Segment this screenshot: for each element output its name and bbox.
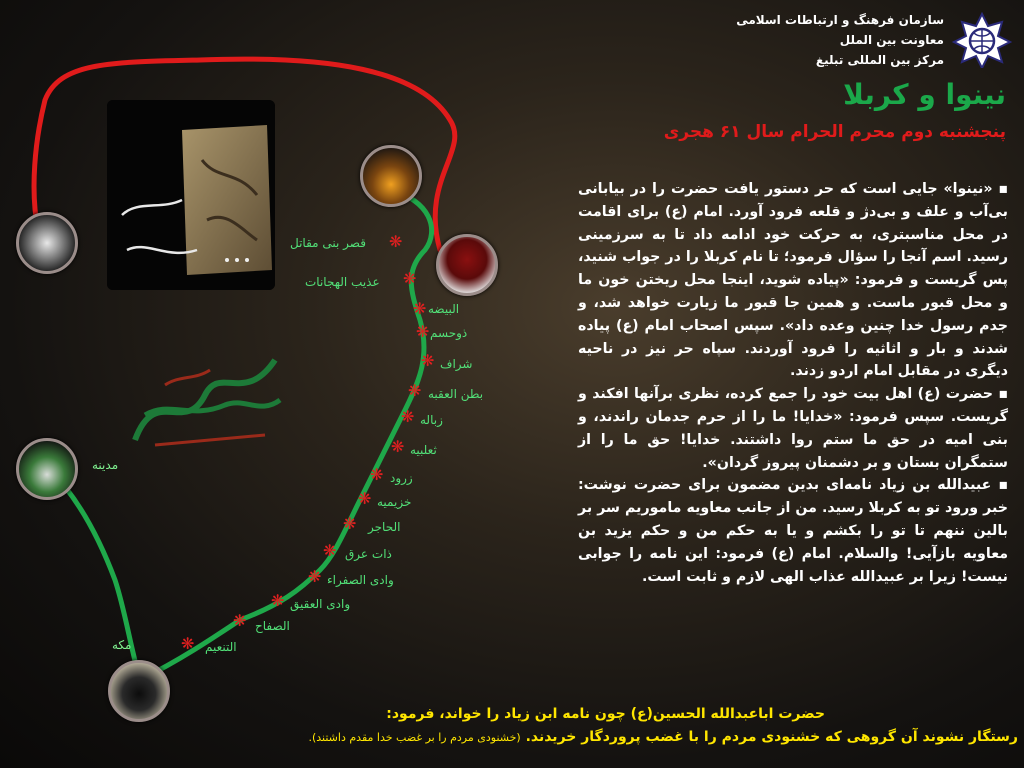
medina-mosque-medallion xyxy=(16,438,78,500)
stop-label: بطن العقبه xyxy=(428,387,484,401)
stop-marker-icon: ❋ xyxy=(358,489,372,508)
stop-marker-icon: ❋ xyxy=(421,351,435,370)
stop-marker-icon: ❋ xyxy=(408,381,422,400)
stop-label: شراف xyxy=(440,357,473,371)
org-line-3: مرکز بین المللی تبلیغ xyxy=(815,53,944,67)
stop-marker-icon: ❋ xyxy=(181,634,195,653)
veiled-woman-medallion xyxy=(16,212,78,274)
stop-marker-icon: ❋ xyxy=(308,567,322,586)
page-title: نینوا و کربلا xyxy=(843,78,1006,111)
stop-label: زرود xyxy=(390,471,413,485)
stop-marker-icon: ❋ xyxy=(271,591,285,610)
red-flag-medallion xyxy=(436,234,498,296)
stop-marker-icon: ❋ xyxy=(391,437,405,456)
org-line-1: سازمان فرهنگ و ارتباطات اسلامی xyxy=(736,13,944,27)
organization-logo-icon xyxy=(952,12,1012,68)
stop-label: عذیب الهجانات xyxy=(305,275,380,289)
stop-label: ذات عرق xyxy=(345,547,392,561)
organization-header xyxy=(736,10,944,70)
stop-label: زباله xyxy=(420,413,443,427)
stop-label: ذوحسم xyxy=(430,326,468,340)
stop-marker-icon: ❋ xyxy=(343,514,357,533)
stop-label: وادی الصفراء xyxy=(327,573,394,587)
city-label-makkah: مکه xyxy=(112,638,132,652)
stop-label: وادی العقیق xyxy=(290,597,351,611)
paragraph-1: ▪ «نینوا» جایی است که حر دستور یافت حضرت را در بیابانی بی‌آب و علف و بی‌دژ و قلعه فرود آورد. امام (ع) برای اقامت در محل مناسبتری، به حرکت خود ادامه داد تا به سرزمینی رسید. اسم آنجا را سؤال فرمود؛ تا نام کربلا را در جواب شنید، پس گریست و فرمود: «پیاده شوید، اینجا محل ریختن خون ما و محل قبور ماست. و همین جا قبور ما زیارت خواهد شد، و جدم رسول خدا چنین وعده داد». سپس اصحاب امام (ع) پیاده شدند و بار و اثاثیه را فرود آوردند. سپاه حر نیز در ناحیه دیگری در مقابل امام اردو زدند. xyxy=(578,181,1008,380)
page-subtitle: پنجشنبه دوم محرم الحرام سال ۶۱ هجری xyxy=(663,122,1006,142)
stop-label: قصر بنی مقاتل xyxy=(290,236,366,250)
stop-marker-icon: ❋ xyxy=(370,465,384,484)
paragraph-2: ▪ حضرت (ع) اهل بیت خود را جمع کرده، نظری برآنها افکند و گریست. سپس فرمود: «خدایا! ما را از حرم جدمان راندند، و بنی امیه در حق ما ستم روا داشتند. خدایا! حق ما را از ستمگران بستان و بر دشمنان پیروز گردان». xyxy=(578,386,1008,471)
stop-marker-icon: ❋ xyxy=(403,269,417,288)
calligraphy-emblem xyxy=(125,345,285,455)
stop-marker-icon: ❋ xyxy=(416,322,430,341)
calligraphy-photo xyxy=(107,100,275,290)
stop-marker-icon: ❋ xyxy=(413,299,427,318)
karbala-shrine-medallion xyxy=(360,145,422,207)
stop-label: ثعلبیه xyxy=(410,443,437,457)
stop-label: خزیمیه xyxy=(377,495,412,509)
stop-label: التنعیم xyxy=(205,640,237,654)
quote-intro: حضرت اباعبدالله الحسین(ع) چون نامه ابن زیاد را خواند، فرمود: xyxy=(386,706,825,722)
quote-note: (خشنودی مردم را بر غضب خدا مقدم داشتند). xyxy=(308,731,521,744)
stop-marker-icon: ❋ xyxy=(389,232,403,251)
stop-label: الحاجر xyxy=(368,520,401,534)
stop-label: الصفاح xyxy=(255,619,290,633)
narrative-text xyxy=(578,178,1008,588)
org-line-2: معاونت بین الملل xyxy=(839,33,944,47)
city-label-madinah: مدینه xyxy=(92,458,119,472)
quote-main: رستگار نشوند آن گروهی که خشنودی مردم را با غضب پروردگار خریدند. xyxy=(525,729,1018,745)
paragraph-3: ▪ عبیدالله بن زیاد نامه‌ای بدین مضمون برای حضرت نوشت: خبر ورود تو به کربلا رسید. من از جانب معاویه ماموریم سر بر بالین ننهم تا تو را بکشم و یا به حکم من و حکم یزید بن معاویه بازآیی! والسلام. امام (ع) فرمود: این نامه را جوابی نیست! زیرا بر عبیدالله عذاب الهی لازم و ثابت است. xyxy=(578,477,1008,585)
stop-marker-icon: ❋ xyxy=(401,407,415,426)
stop-marker-icon: ❋ xyxy=(323,541,337,560)
quote-text xyxy=(0,729,1018,745)
stop-marker-icon: ❋ xyxy=(233,611,247,630)
stop-label: البیضه xyxy=(428,302,460,316)
